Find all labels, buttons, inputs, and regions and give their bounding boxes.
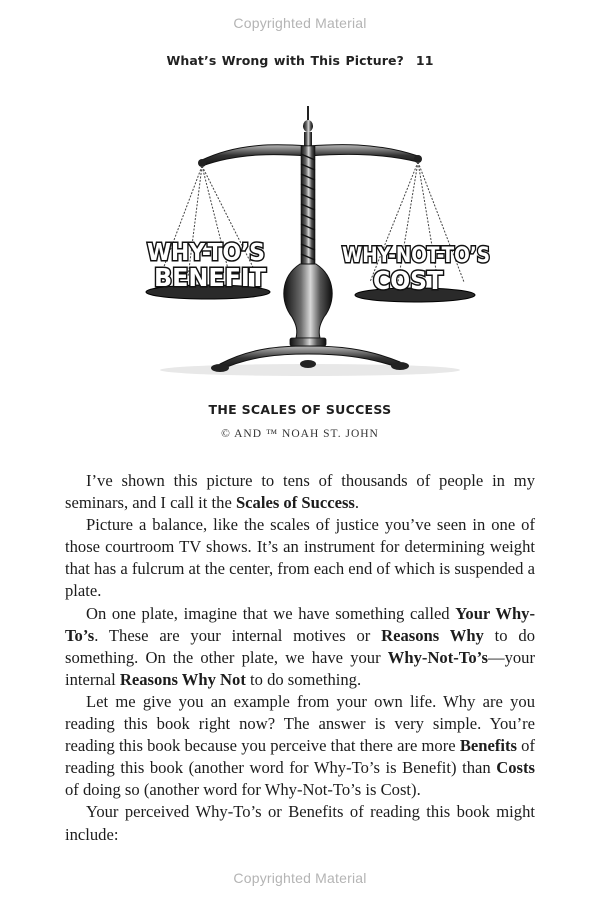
copyright-watermark-bottom: Copyrighted Material bbox=[233, 870, 367, 886]
chapter-title: What’s Wrong with This Picture? bbox=[166, 53, 404, 68]
paragraph: I’ve shown this picture to tens of thousands of people in my seminars, and I call it the Scales of Success. bbox=[65, 471, 535, 513]
running-header bbox=[0, 53, 600, 68]
paragraph: Your perceived Why-To’s or Benefits of reading this book might include: bbox=[65, 802, 535, 844]
body-text bbox=[65, 470, 535, 846]
right-plate-line2: COST bbox=[373, 266, 443, 295]
left-plate-line2: BENEFIT bbox=[154, 263, 266, 292]
scales-of-success-illustration bbox=[130, 102, 490, 384]
scales-drawing bbox=[130, 102, 490, 384]
center-column bbox=[301, 146, 315, 266]
paragraph: Picture a balance, like the scales of justice you’ve seen in one of those courtroom TV shows. It’s an instrument for determining weight that has a fulcrum at the center, from each end of which is suspended a plate. bbox=[65, 515, 535, 601]
pedestal-vase bbox=[284, 264, 332, 338]
right-plate-line1: WHY-NOT-TO’S bbox=[342, 243, 490, 267]
figure-credit: © AND ™ NOAH ST. JOHN bbox=[221, 428, 379, 440]
left-plate-line1: WHY-TO’S bbox=[147, 240, 265, 266]
copyright-watermark-top: Copyrighted Material bbox=[233, 15, 367, 31]
finial bbox=[303, 106, 313, 146]
paragraph: Let me give you an example from your own life. Why are you reading this book right now? The answer is very simple. You’re reading this book because you perceive that there are more Benefits of reading this book (another word for Why-To’s is Benefit) than Costs of doing so (another word for Why-Not-To’s is Cost). bbox=[65, 691, 535, 800]
paragraph: On one plate, imagine that we have something called Your Why-To’s. These are your internal motives or Reasons Why to do something. On the other plate, we have your Why-Not-To’s—your internal Reasons Why Not to do something. bbox=[65, 603, 535, 689]
figure-caption: THE SCALES OF SUCCESS bbox=[208, 402, 392, 417]
page-number: 11 bbox=[415, 53, 434, 68]
